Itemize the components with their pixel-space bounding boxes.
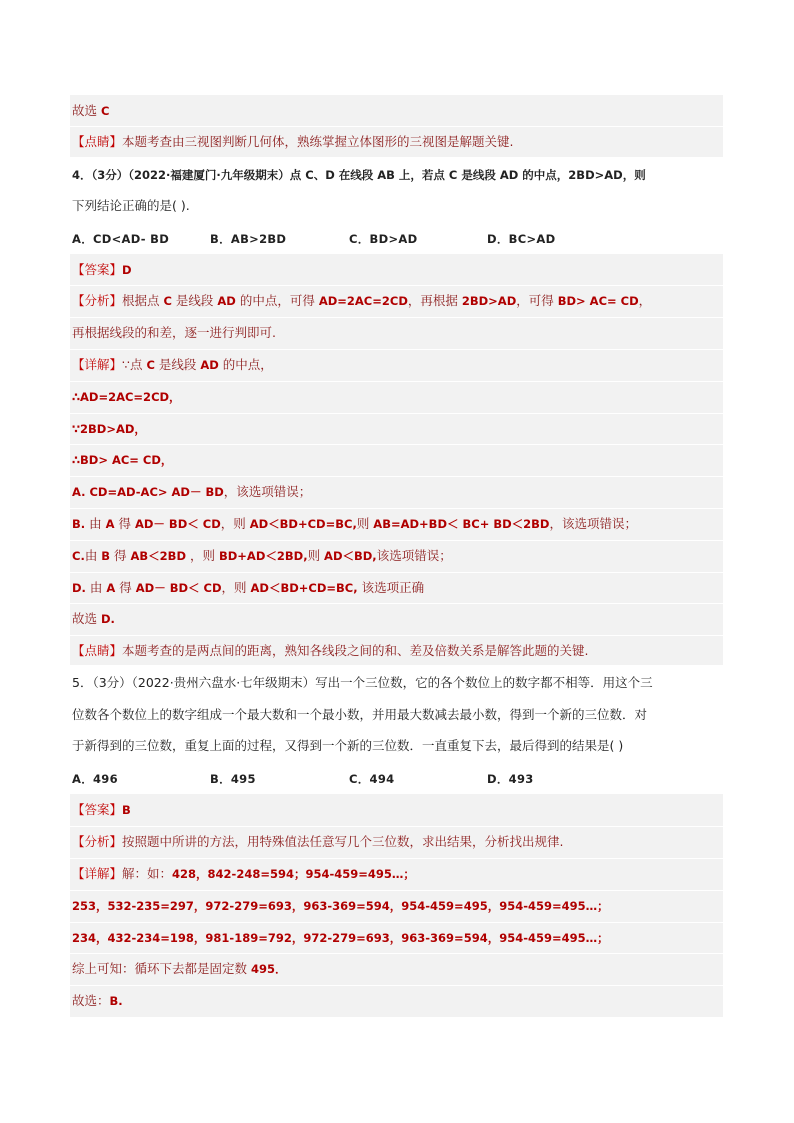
row-divider [70,922,723,923]
q4-stem-line-2: 下列结论正确的是( ). [72,198,190,213]
row-divider [70,858,723,859]
row-divider [70,317,723,318]
row-divider [70,508,723,509]
answer-tag: 【答案】 [72,802,123,817]
q5-detail-line-4: 综上可知：循环下去都是固定数 495． [72,961,287,976]
q3-choose-line: 故选 C [72,103,110,118]
review-tag: 【点睛】 [72,643,123,658]
row-divider [70,826,723,827]
analysis-tag: 【分析】 [72,293,123,308]
q4-detail-line-1: 【详解】∵点 C 是线段 AD 的中点， [72,357,273,372]
row-divider [70,985,723,986]
detail-tag: 【详解】 [72,357,123,372]
q4-detail-option-b: B. 由 A 得 AD－ BD＜ CD，则 AD＜BD+CD=BC,则 AB=AD+BD＜ BC+ BD＜2BD，该选项错误； [72,516,637,531]
q5-option-b[interactable]: B．495 [210,772,256,786]
q5-answer-line: 【答案】B [72,802,131,817]
row-divider [70,540,723,541]
row-divider [70,603,723,604]
row-divider [70,444,723,445]
row-divider [70,476,723,477]
q5-choose-line: 故选：B. [72,993,123,1008]
q5-stem-line-3: 于新得到的三位数，重复上面的过程，又得到一个新的三位数．一直重复下去，最后得到的结果是( ) [72,738,624,753]
q4-option-c[interactable]: C．BD>AD [349,232,418,246]
q4-review-line: 【点睛】本题考查的是两点间的距离，熟知各线段之间的和、差及倍数关系是解答此题的关键. [72,643,589,658]
q4-option-d[interactable]: D．BC>AD [487,232,556,246]
q4-analysis-line-1: 【分析】根据点 C 是线段 AD 的中点，可得 AD=2AC=2CD，再根据 2BD>AD，可得 BD> AC= CD， [72,293,652,308]
q5-stem-line-2: 位数各个数位上的数字组成一个最大数和一个最小数，并用最大数减去最小数，得到一个新的三位数．对 [72,707,648,722]
q4-detail-line-3: ∵2BD>AD， [72,422,146,436]
row-divider [70,381,723,382]
q3-review-line: 【点睛】本题考查由三视图判断几何体，熟练掌握立体图形的三视图是解题关键. [72,134,514,149]
q4-detail-option-a: A. CD=AD-AC> AD－ BD，该选项错误； [72,484,312,499]
q4-detail-line-2: ∴AD=2AC=2CD， [72,390,181,404]
q5-option-a[interactable]: A．496 [72,772,118,786]
row-divider [70,285,723,286]
q4-answer-line: 【答案】D [72,262,132,277]
answer-tag: 【答案】 [72,262,123,277]
q4-analysis-line-2: 再根据线段的和差，逐一进行判即可. [72,325,276,340]
q4-choose-line: 故选 D. [72,611,115,626]
q5-detail-line-3: 234，432-234=198，981-189=792，972-279=693，963-369=594，954-459=495…； [72,931,609,945]
row-divider [70,572,723,573]
q5-stem-line-1: 5．（3分）（2022·贵州六盘水·七年级期末）写出一个三位数，它的各个数位上的数字都不相等．用这个三 [72,675,653,690]
q5-detail-line-2: 253，532-235=297，972-279=693，963-369=594，954-459=495，954-459=495…； [72,899,609,913]
q5-detail-line-1: 【详解】解：如：428，842-248=594；954-459=495…； [72,866,415,881]
q5-analysis-line: 【分析】按照题中所讲的方法，用特殊值法任意写几个三位数，求出结果，分析找出规律. [72,834,564,849]
q4-option-a[interactable]: A．CD<AD- BD [72,232,170,246]
row-divider [70,635,723,636]
row-divider [70,126,723,127]
analysis-tag: 【分析】 [72,834,123,849]
row-divider [70,953,723,954]
q4-stem-line-1: 4．（3分）（2022·福建厦门·九年级期末）点 C、D 在线段 AB 上，若点 C 是线段 AD 的中点，2BD>AD，则 [72,168,646,182]
row-divider [70,349,723,350]
q4-detail-line-4: ∴BD> AC= CD， [72,453,173,467]
row-divider [70,890,723,891]
q5-option-d[interactable]: D．493 [487,772,534,786]
row-divider [70,413,723,414]
q4-option-b[interactable]: B．AB>2BD [210,232,287,246]
review-tag: 【点睛】 [72,134,123,149]
q5-option-c[interactable]: C．494 [349,772,395,786]
detail-tag: 【详解】 [72,866,123,881]
q4-detail-option-d: D. 由 A 得 AD－ BD＜ CD，则 AD＜BD+CD=BC, 该选项正确 [72,580,425,595]
q4-detail-option-c: C.由 B 得 AB＜2BD ，则 BD+AD＜2BD,则 AD＜BD,该选项错误； [72,548,452,563]
